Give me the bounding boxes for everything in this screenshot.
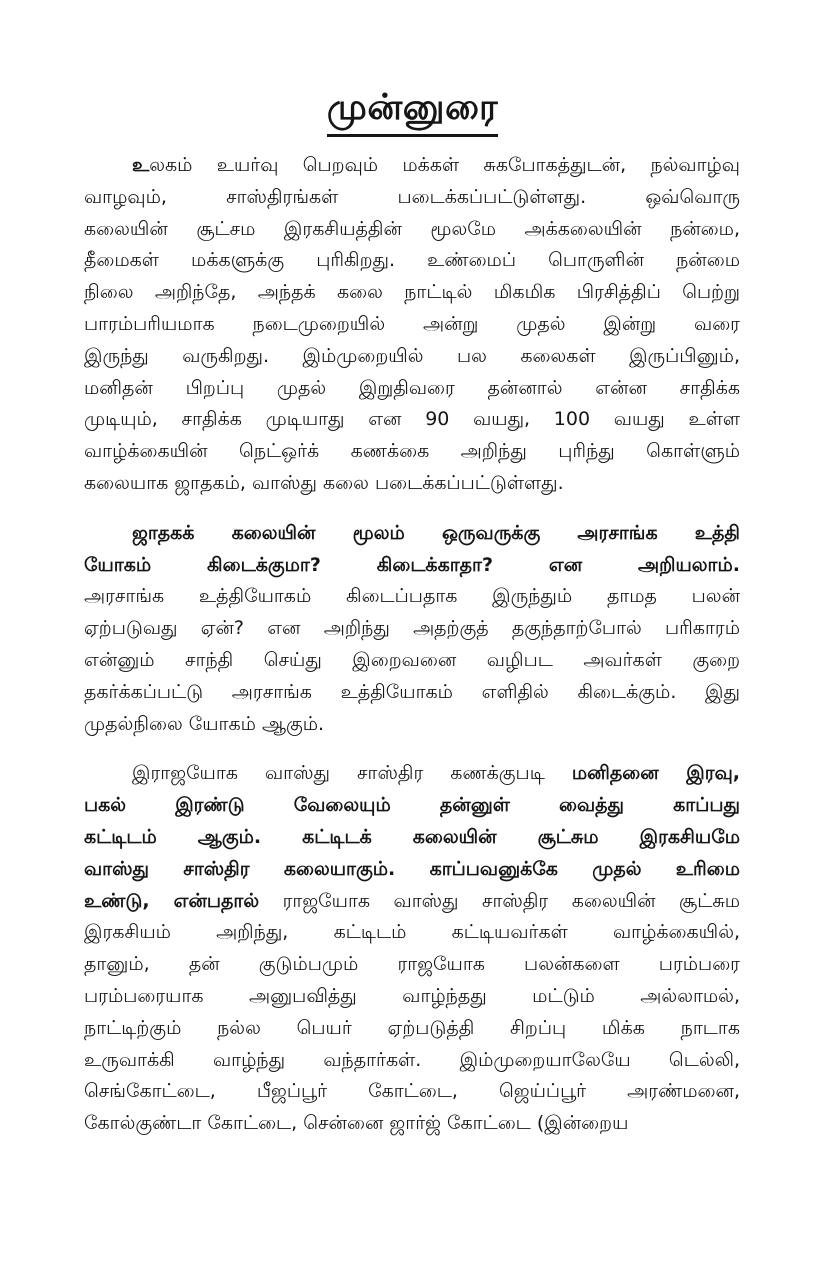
text-line <box>84 613 740 645</box>
text-segment: இருந்து வருகிறது. இம்முறையில் பல கலைகள் இருப்பினும், <box>84 344 740 367</box>
text-line <box>84 677 740 709</box>
text-line <box>84 1108 740 1140</box>
text-line <box>84 341 740 373</box>
page-title: முன்னுரை <box>327 86 498 137</box>
text-line <box>84 550 740 582</box>
bold-text-segment: கட்டிடம் ஆகும். கட்டிடக் கலையின் சூட்சும இரகசியமே <box>84 825 740 848</box>
text-segment: லகம் உயர்வு பெறவும் மக்கள் சுகபோகத்துடன், நல்வாழ்வு <box>149 154 740 176</box>
paragraph <box>84 518 740 741</box>
bold-text-segment: யோகம் கிடைக்குமா? கிடைக்காதா? என அறியலாம். <box>84 553 740 576</box>
text-segment: செங்கோட்டை, பீஜப்பூர் கோட்டை, ஜெய்ப்பூர் அரண்மனை, <box>84 1080 740 1103</box>
text-line <box>84 468 740 500</box>
bold-text-segment: உ <box>132 154 150 176</box>
text-segment: தானும், தன் குடும்பமும் ராஜயோக பலன்களை பரம்பரை <box>84 953 740 976</box>
text-line <box>84 245 740 277</box>
text-segment: மனிதன் பிறப்பு முதல் இறுதிவரை தன்னால் என்ன சாதிக்க <box>84 376 740 399</box>
text-line <box>84 309 740 341</box>
text-line <box>84 1045 740 1077</box>
text-line <box>84 1013 740 1045</box>
bold-text-segment: மனிதனை இரவு, <box>571 762 740 785</box>
paragraph <box>84 758 740 1140</box>
bold-text-segment: ஜாதகக் கலையின் மூலம் ஒருவருக்கு அரசாங்க உத்தி <box>132 521 740 544</box>
text-segment: உருவாக்கி வாழ்ந்து வந்தார்கள். இம்முறையாலேயே டெல்லி, <box>84 1048 740 1071</box>
text-segment: தகர்க்கப்பட்டு அரசாங்க உத்தியோகம் எளிதில் கிடைக்கும். இது <box>84 680 740 703</box>
text-segment: முடியும், சாதிக்க முடியாது என 90 வயது, 100 வயது உள்ள <box>84 408 740 431</box>
text-line <box>84 949 740 981</box>
bold-text-segment: பகல் இரண்டு வேலையும் தன்னுள் வைத்து காப்பது <box>84 794 740 817</box>
text-line <box>84 645 740 677</box>
text-segment: முதல்நிலை யோகம் ஆகும். <box>84 712 325 735</box>
text-line <box>84 436 740 468</box>
text-line <box>84 150 740 182</box>
text-segment: இராஜயோக வாஸ்து சாஸ்திர கணக்குபடி <box>132 762 572 785</box>
text-line <box>84 758 740 790</box>
text-line <box>84 373 740 405</box>
text-segment: நாட்டிற்கும் நல்ல பெயர் ஏற்படுத்தி சிறப்பு மிக்க நாடாக <box>84 1016 740 1039</box>
text-segment: வாழ்க்கையின் நெட்ஒர்க் கணக்கை அறிந்து புரிந்து கொள்ளும் <box>84 440 740 463</box>
text-segment: ராஜயோக வாஸ்து சாஸ்திர கலையின் சூட்சும <box>259 889 740 912</box>
text-line <box>84 581 740 613</box>
text-line <box>84 214 740 246</box>
text-segment: கலையின் சூட்சம இரகசியத்தின் மூலமே அக்கலையின் நன்மை, <box>84 217 740 240</box>
text-line <box>84 518 740 550</box>
text-line <box>84 277 740 309</box>
text-segment: ஏற்படுவது ஏன்? என அறிந்து அதற்குத் தகுந்தாற்போல் பரிகாரம் <box>84 617 740 640</box>
bold-text-segment: உண்டு, என்பதால் <box>84 889 260 912</box>
text-segment: பாரம்பரியமாக நடைமுறையில் அன்று முதல் இன்று வரை <box>84 312 740 335</box>
text-line <box>84 981 740 1013</box>
text-line <box>84 1076 740 1108</box>
text-line <box>84 854 740 886</box>
text-line <box>84 404 740 436</box>
text-segment: கலையாக ஜாதகம், வாஸ்து கலை படைக்கப்பட்டுள்ளது. <box>84 471 564 494</box>
text-line <box>84 886 740 918</box>
title-container <box>0 86 825 137</box>
text-segment: கோல்குண்டா கோட்டை, சென்னை ஜார்ஜ் கோட்டை (இன்றைய <box>84 1112 629 1135</box>
text-line <box>84 182 740 214</box>
text-segment: என்னும் சாந்தி செய்து இறைவனை வழிபட அவர்கள் குறை <box>84 648 740 671</box>
document-body <box>84 150 740 1158</box>
text-segment: தீமைகள் மக்களுக்கு புரிகிறது. உண்மைப் பொருளின் நன்மை <box>84 249 740 272</box>
text-line <box>84 790 740 822</box>
text-segment: பரம்பரையாக அனுபவித்து வாழ்ந்தது மட்டும் அல்லாமல், <box>84 984 740 1007</box>
text-line <box>84 822 740 854</box>
text-line <box>84 709 740 741</box>
text-segment: இரகசியம் அறிந்து, கட்டிடம் கட்டியவர்கள் வாழ்க்கையில், <box>84 921 740 944</box>
bold-text-segment: வாஸ்து சாஸ்திர கலையாகும். காப்பவனுக்கே முதல் உரிமை <box>84 857 740 880</box>
text-segment: அரசாங்க உத்தியோகம் கிடைப்பதாக இருந்தும் தாமத பலன் <box>84 585 740 608</box>
text-segment: வாழவும், சாஸ்திரங்கள் படைக்கப்பட்டுள்ளது. ஒவ்வொரு <box>84 185 740 208</box>
paragraph <box>84 150 740 500</box>
text-segment: நிலை அறிந்தே, அந்தக் கலை நாட்டில் மிகமிக பிரசித்திப் பெற்று <box>84 281 740 304</box>
text-line <box>84 917 740 949</box>
